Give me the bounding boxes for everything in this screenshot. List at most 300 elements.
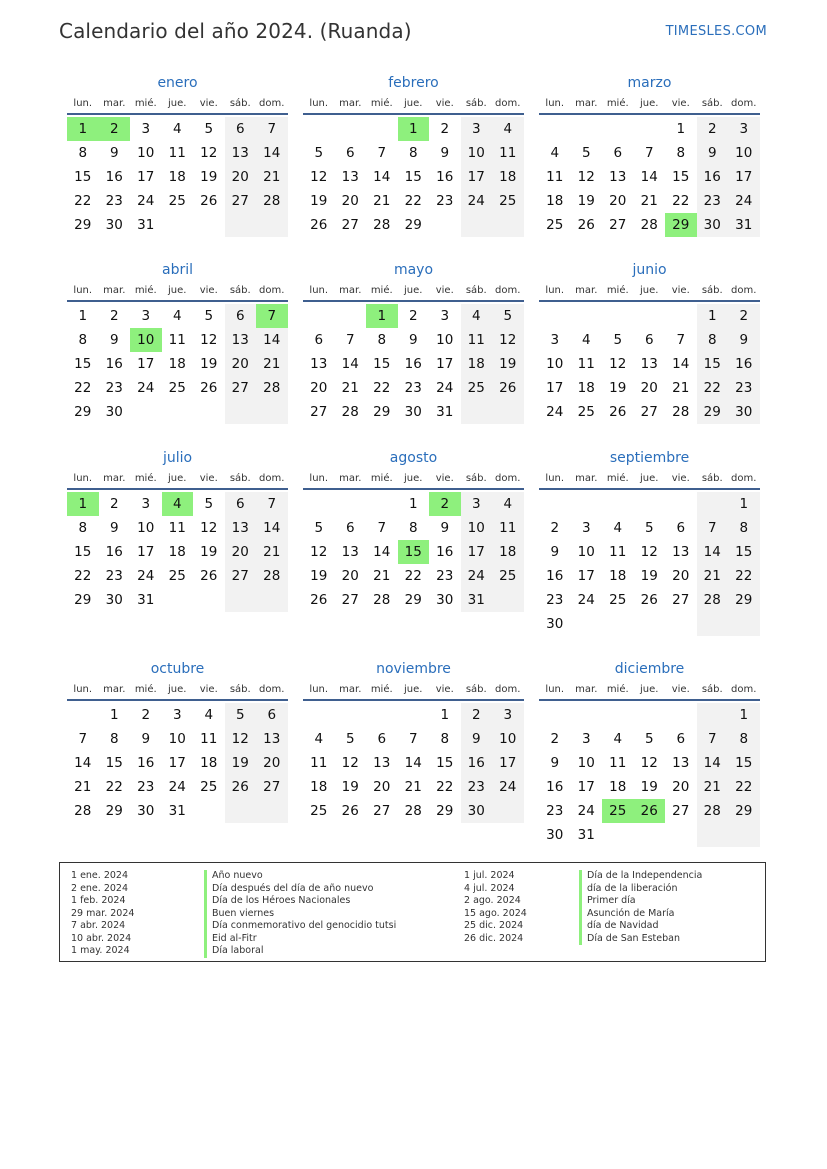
day-cell: 19 (200, 169, 218, 185)
day-blank (697, 492, 729, 516)
day-blank (539, 117, 571, 141)
day-blank (366, 703, 398, 727)
day-cell: 14 (74, 755, 92, 771)
day-cell: 2 (109, 308, 119, 324)
day-blank (225, 400, 257, 424)
day-blank (366, 117, 398, 141)
day-cell: 19 (200, 544, 218, 560)
day-cell: 13 (256, 727, 288, 751)
day-cell: 19 (341, 779, 359, 795)
day-cell: 13 (225, 516, 257, 540)
day-cell: 18 (492, 165, 524, 189)
day-grid (539, 304, 760, 424)
day-cell: 25 (461, 376, 493, 400)
day-blank (429, 213, 461, 237)
day-cell: 3 (492, 703, 524, 727)
legend-date: 7 abr. 2024 (71, 920, 126, 931)
weekday-label: lun. (309, 285, 329, 296)
weekday-header (67, 469, 288, 490)
day-cell: 3 (461, 492, 493, 516)
day-cell: 20 (672, 568, 690, 584)
day-cell: 30 (546, 827, 564, 843)
day-cell: 4 (581, 332, 591, 348)
day-cell: 3 (581, 520, 591, 536)
day-blank (602, 117, 634, 141)
day-cell: 3 (172, 707, 182, 723)
day-cell: 15 (74, 544, 92, 560)
day-cell: 1 (728, 492, 760, 516)
day-cell: 28 (373, 217, 391, 233)
day-cell: 7 (256, 117, 288, 141)
day-cell: 28 (697, 799, 729, 823)
day-cell: 26 (640, 592, 658, 608)
day-cell: 2 (109, 496, 119, 512)
day-cell: 2 (141, 707, 151, 723)
day-cell: 27 (640, 404, 658, 420)
day-blank (634, 304, 666, 328)
legend-date: 29 mar. 2024 (71, 907, 135, 919)
day-blank (539, 492, 571, 516)
weekday-label: sáb. (701, 473, 723, 484)
day-cell: 5 (204, 308, 214, 324)
day-cell: 27 (672, 803, 690, 819)
day-cell: 29 (404, 217, 422, 233)
day-cell: 28 (672, 404, 690, 420)
legend-holiday-name: Día después del día de año nuevo (204, 883, 396, 896)
legend-right-names (579, 870, 702, 945)
day-cell: 14 (256, 141, 288, 165)
day-blank (665, 703, 697, 727)
weekday-header (303, 680, 524, 701)
weekday-label: lun. (545, 684, 565, 695)
day-cell: 22 (74, 193, 92, 209)
day-cell: 27 (310, 404, 328, 420)
day-cell: 15 (697, 352, 729, 376)
day-cell: 26 (200, 193, 218, 209)
day-blank (225, 588, 257, 612)
brand-link[interactable]: TIMESLES.COM (665, 24, 767, 39)
weekday-label: dom. (731, 473, 757, 484)
month-name: febrero (388, 75, 439, 91)
weekday-label: jue. (168, 473, 187, 484)
day-cell: 18 (609, 779, 627, 795)
day-cell: 31 (137, 592, 155, 608)
day-cell: 29 (373, 404, 391, 420)
day-cell: 20 (256, 751, 288, 775)
day-cell: 2 (728, 304, 760, 328)
weekday-header (67, 94, 288, 115)
weekday-label: lun. (545, 473, 565, 484)
day-cell: 11 (546, 169, 564, 185)
weekday-label: dom. (259, 98, 285, 109)
day-cell: 10 (461, 141, 493, 165)
day-cell-holiday: 15 (398, 540, 430, 564)
day-cell: 31 (436, 404, 454, 420)
day-cell: 26 (225, 775, 257, 799)
weekday-label: vie. (671, 473, 690, 484)
weekday-label: sáb. (229, 98, 251, 109)
day-cell: 7 (697, 516, 729, 540)
day-cell: 26 (310, 592, 328, 608)
day-cell: 4 (204, 707, 214, 723)
weekday-label: sáb. (229, 684, 251, 695)
day-blank (130, 400, 162, 424)
day-cell: 6 (613, 145, 623, 161)
day-cell: 12 (200, 332, 218, 348)
day-cell: 30 (105, 592, 123, 608)
day-cell-holiday: 1 (67, 117, 99, 141)
day-cell: 12 (200, 145, 218, 161)
day-cell: 13 (341, 169, 359, 185)
day-blank (634, 612, 666, 636)
day-cell: 20 (341, 193, 359, 209)
day-cell: 20 (341, 568, 359, 584)
day-cell: 16 (546, 779, 564, 795)
legend-holiday-name: Primer día (579, 895, 702, 908)
day-blank (571, 117, 603, 141)
weekday-label: mié. (134, 98, 157, 109)
day-cell: 12 (640, 544, 658, 560)
day-cell: 17 (137, 169, 155, 185)
day-cell: 18 (168, 356, 186, 372)
day-cell: 22 (74, 568, 92, 584)
weekday-label: mar. (575, 684, 598, 695)
day-cell: 20 (225, 352, 257, 376)
day-cell: 12 (609, 356, 627, 372)
day-cell: 31 (728, 213, 760, 237)
day-cell: 24 (577, 803, 595, 819)
day-cell: 19 (200, 356, 218, 372)
day-cell: 21 (404, 779, 422, 795)
day-cell: 16 (461, 751, 493, 775)
day-cell: 13 (609, 169, 627, 185)
day-cell: 20 (310, 380, 328, 396)
month-marzo (539, 72, 760, 237)
weekday-label: jue. (404, 98, 423, 109)
weekday-label: sáb. (701, 285, 723, 296)
day-cell: 27 (225, 189, 257, 213)
day-blank (634, 117, 666, 141)
weekday-label: mar. (103, 684, 126, 695)
legend-holiday-name: Día laboral (204, 945, 396, 958)
day-cell: 8 (440, 731, 450, 747)
weekday-label: mar. (103, 285, 126, 296)
month-name: diciembre (614, 661, 685, 677)
month-name: marzo (627, 75, 672, 91)
month-name: abril (161, 262, 193, 278)
day-cell: 25 (609, 592, 627, 608)
day-cell: 19 (310, 193, 328, 209)
day-cell: 27 (225, 564, 257, 588)
day-cell: 29 (728, 588, 760, 612)
month-name: junio (632, 262, 667, 278)
day-cell: 23 (546, 592, 564, 608)
weekday-header (539, 281, 760, 302)
day-cell: 6 (676, 731, 686, 747)
day-cell: 15 (373, 356, 391, 372)
day-cell: 3 (461, 117, 493, 141)
day-cell: 11 (168, 520, 186, 536)
day-cell: 28 (404, 803, 422, 819)
day-cell: 12 (492, 328, 524, 352)
day-grid (539, 703, 760, 847)
day-cell: 9 (550, 544, 560, 560)
day-cell: 6 (345, 520, 355, 536)
day-cell: 14 (404, 755, 422, 771)
day-cell: 2 (461, 703, 493, 727)
day-cell: 27 (341, 217, 359, 233)
day-cell: 3 (141, 496, 151, 512)
month-mayo (303, 259, 524, 424)
day-blank (193, 400, 225, 424)
day-cell: 5 (314, 520, 324, 536)
day-cell: 24 (546, 404, 564, 420)
day-cell: 15 (672, 169, 690, 185)
day-cell: 16 (436, 544, 454, 560)
day-cell: 23 (697, 189, 729, 213)
day-cell-holiday: 7 (256, 304, 288, 328)
day-cell: 6 (225, 117, 257, 141)
day-cell: 4 (492, 492, 524, 516)
day-blank (539, 703, 571, 727)
day-cell-holiday: 2 (429, 492, 461, 516)
day-blank (492, 588, 524, 612)
day-cell: 5 (581, 145, 591, 161)
day-cell: 15 (74, 356, 92, 372)
day-cell: 5 (613, 332, 623, 348)
day-cell: 16 (728, 352, 760, 376)
day-cell: 4 (172, 121, 182, 137)
day-grid (303, 117, 524, 237)
month-abril (67, 259, 288, 424)
day-cell: 3 (550, 332, 560, 348)
day-cell: 22 (404, 193, 422, 209)
day-cell: 14 (373, 544, 391, 560)
day-cell: 11 (200, 731, 218, 747)
day-cell: 1 (440, 707, 450, 723)
day-cell: 14 (672, 356, 690, 372)
day-cell: 15 (436, 755, 454, 771)
weekday-label: mié. (370, 684, 393, 695)
day-blank (256, 588, 288, 612)
day-cell: 15 (105, 755, 123, 771)
day-cell: 8 (109, 731, 119, 747)
legend-date: 25 dic. 2024 (464, 920, 524, 931)
day-cell: 12 (577, 169, 595, 185)
day-cell: 14 (373, 169, 391, 185)
day-cell: 11 (168, 145, 186, 161)
day-cell: 22 (697, 376, 729, 400)
day-cell-holiday: 26 (634, 799, 666, 823)
day-cell: 24 (137, 380, 155, 396)
day-cell: 30 (105, 404, 123, 420)
legend-left-dates (71, 870, 134, 958)
day-blank (665, 492, 697, 516)
day-cell: 10 (461, 516, 493, 540)
day-cell: 6 (225, 304, 257, 328)
day-cell: 14 (640, 169, 658, 185)
day-cell: 4 (172, 308, 182, 324)
day-cell: 7 (408, 731, 418, 747)
day-blank (225, 213, 257, 237)
day-cell: 15 (74, 169, 92, 185)
day-cell: 22 (105, 779, 123, 795)
day-cell: 30 (436, 592, 454, 608)
day-blank (256, 799, 288, 823)
day-cell: 22 (74, 380, 92, 396)
weekday-label: lun. (73, 684, 93, 695)
weekday-label: jue. (168, 98, 187, 109)
day-cell: 8 (408, 145, 418, 161)
weekday-label: sáb. (465, 684, 487, 695)
day-blank (571, 703, 603, 727)
legend-holiday-name: Día de la Independencia (579, 870, 702, 883)
day-cell: 11 (168, 332, 186, 348)
day-cell: 23 (404, 380, 422, 396)
day-blank (602, 703, 634, 727)
day-blank (602, 492, 634, 516)
day-cell: 12 (640, 755, 658, 771)
weekday-label: mar. (339, 684, 362, 695)
day-cell: 18 (168, 169, 186, 185)
day-cell: 28 (256, 564, 288, 588)
day-cell: 24 (461, 564, 493, 588)
legend-date: 4 jul. 2024 (464, 882, 515, 894)
weekday-label: vie. (435, 285, 454, 296)
day-cell: 21 (373, 568, 391, 584)
day-cell: 24 (461, 189, 493, 213)
day-cell: 22 (728, 564, 760, 588)
day-grid (303, 703, 524, 823)
weekday-label: dom. (731, 684, 757, 695)
weekday-label: mar. (575, 473, 598, 484)
day-cell: 9 (440, 145, 450, 161)
day-cell: 19 (225, 751, 257, 775)
day-cell: 14 (697, 751, 729, 775)
page-title: Calendario del año 2024. (Ruanda) (59, 19, 412, 43)
day-cell: 12 (200, 520, 218, 536)
day-cell: 21 (341, 380, 359, 396)
day-cell: 23 (436, 568, 454, 584)
weekday-label: dom. (495, 473, 521, 484)
day-blank (162, 213, 194, 237)
day-cell: 2 (440, 121, 450, 137)
day-cell: 24 (728, 189, 760, 213)
day-cell: 26 (492, 376, 524, 400)
day-cell: 14 (256, 516, 288, 540)
day-cell: 22 (728, 775, 760, 799)
day-cell: 30 (404, 404, 422, 420)
weekday-label: dom. (259, 285, 285, 296)
day-cell: 26 (577, 217, 595, 233)
day-cell: 20 (373, 779, 391, 795)
day-blank (225, 799, 257, 823)
day-blank (335, 117, 367, 141)
legend-date: 2 ago. 2024 (464, 895, 521, 906)
month-name: octubre (150, 661, 205, 677)
day-cell: 27 (373, 803, 391, 819)
day-cell: 21 (640, 193, 658, 209)
day-cell: 21 (74, 779, 92, 795)
day-cell: 6 (345, 145, 355, 161)
day-cell: 24 (137, 568, 155, 584)
day-cell: 11 (609, 755, 627, 771)
weekday-label: dom. (259, 684, 285, 695)
day-blank (571, 492, 603, 516)
day-cell: 17 (492, 751, 524, 775)
day-blank (571, 612, 603, 636)
day-cell: 29 (728, 799, 760, 823)
day-cell: 11 (492, 516, 524, 540)
day-blank (193, 213, 225, 237)
month-septiembre (539, 447, 760, 636)
weekday-header (303, 94, 524, 115)
day-grid (539, 492, 760, 636)
day-cell: 10 (577, 755, 595, 771)
day-cell: 5 (644, 731, 654, 747)
day-cell: 7 (697, 727, 729, 751)
day-cell: 25 (577, 404, 595, 420)
day-blank (728, 823, 760, 847)
weekday-label: sáb. (229, 285, 251, 296)
day-cell: 5 (492, 304, 524, 328)
day-cell: 19 (640, 779, 658, 795)
weekday-label: mar. (339, 473, 362, 484)
day-cell: 31 (577, 827, 595, 843)
day-cell: 6 (676, 520, 686, 536)
weekday-label: mié. (134, 285, 157, 296)
day-cell: 9 (109, 332, 119, 348)
day-cell: 8 (408, 520, 418, 536)
day-cell: 15 (728, 751, 760, 775)
day-blank (728, 612, 760, 636)
day-cell: 26 (200, 380, 218, 396)
day-cell: 9 (408, 332, 418, 348)
day-cell: 20 (640, 380, 658, 396)
month-diciembre (539, 658, 760, 847)
day-cell: 16 (697, 165, 729, 189)
day-cell: 8 (377, 332, 387, 348)
day-cell: 20 (225, 165, 257, 189)
day-cell: 17 (461, 540, 493, 564)
month-noviembre (303, 658, 524, 823)
weekday-label: sáb. (229, 473, 251, 484)
day-cell: 10 (137, 145, 155, 161)
day-cell: 23 (728, 376, 760, 400)
day-cell: 4 (613, 520, 623, 536)
day-cell: 21 (256, 540, 288, 564)
weekday-header (539, 94, 760, 115)
day-cell: 2 (550, 731, 560, 747)
day-blank (697, 823, 729, 847)
day-cell: 2 (697, 117, 729, 141)
day-cell: 8 (78, 520, 88, 536)
day-cell: 31 (168, 803, 186, 819)
day-cell: 23 (105, 568, 123, 584)
day-cell: 24 (492, 775, 524, 799)
weekday-label: vie. (671, 98, 690, 109)
weekday-header (67, 281, 288, 302)
day-cell: 25 (546, 217, 564, 233)
weekday-label: jue. (640, 473, 659, 484)
day-cell: 1 (728, 703, 760, 727)
day-cell: 28 (74, 803, 92, 819)
day-cell: 4 (550, 145, 560, 161)
day-cell: 6 (256, 703, 288, 727)
day-cell: 17 (461, 165, 493, 189)
legend-holiday-name: día de la liberación (579, 883, 702, 896)
day-cell: 9 (550, 755, 560, 771)
